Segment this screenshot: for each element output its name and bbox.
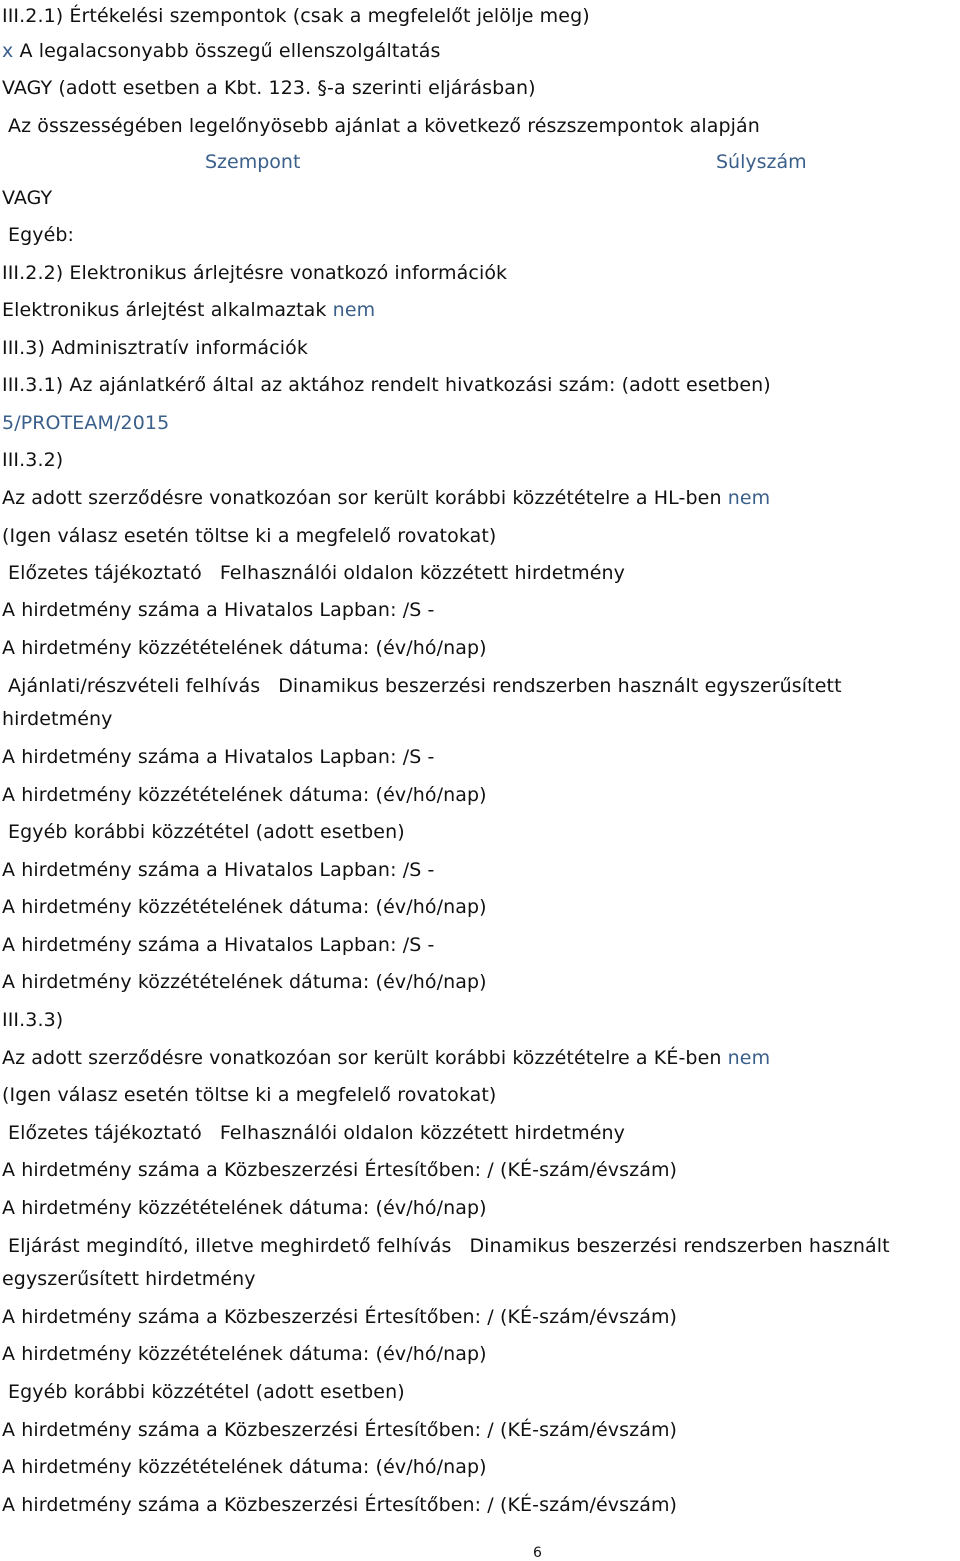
hl-question: Az adott szerződésre vonatkozóan sor került korábbi közzétételre a HL-ben: [2, 487, 722, 509]
hl-dps-option-cont: hirdetmény: [2, 708, 113, 730]
ke-notice-number: A hirdetmény száma a Közbeszerzési Értesítőben: / (KÉ-szám/évszám): [2, 1494, 678, 1516]
ke-call-options: [8, 1234, 890, 1258]
best-value-option: Az összességében legelőnyösebb ajánlat a következő részszempontok alapján: [8, 115, 760, 137]
page-number: 6: [533, 1545, 542, 1561]
ke-prior-info-option: Előzetes tájékoztató: [8, 1122, 202, 1144]
hl-prior-options: [8, 561, 625, 585]
ke-notice-date: A hirdetmény közzétételének dátuma: (év/hó/nap): [2, 1343, 487, 1365]
hl-call-option: Ajánlati/részvételi felhívás: [8, 675, 261, 697]
hl-prior-info-option: Előzetes tájékoztató: [8, 562, 202, 584]
section-3-2-1-title: III.2.1) Értékelési szempontok (csak a megfelelőt jelölje meg): [2, 5, 590, 27]
hl-notice-number: A hirdetmény száma a Hivatalos Lapban: /S -: [2, 599, 435, 621]
hl-call-options: [8, 674, 842, 698]
ke-dps-option-cont: egyszerűsített hirdetmény: [2, 1268, 256, 1290]
ke-notice-number: A hirdetmény száma a Közbeszerzési Értesítőben: / (KÉ-szám/évszám): [2, 1419, 678, 1441]
hl-notice-date: A hirdetmény közzétételének dátuma: (év/hó/nap): [2, 637, 487, 659]
ke-notice-date: A hirdetmény közzétételének dátuma: (év/hó/nap): [2, 1456, 487, 1478]
hl-notice-date: A hirdetmény közzétételének dátuma: (év/hó/nap): [2, 971, 487, 993]
e-auction-label: Elektronikus árlejtést alkalmaztak: [2, 299, 327, 321]
hl-notice-number: A hirdetmény száma a Hivatalos Lapban: /S -: [2, 934, 435, 956]
ke-prior-publication-line: [2, 1046, 770, 1070]
ke-buyer-profile-option: Felhasználói oldalon közzétett hirdetmény: [219, 1122, 625, 1144]
ke-prior-options: [8, 1121, 625, 1145]
lowest-price-label: A legalacsonyabb összegű ellenszolgáltatás: [19, 40, 441, 62]
ke-notice-number: A hirdetmény száma a Közbeszerzési Értesítőben: / (KÉ-szám/évszám): [2, 1306, 678, 1328]
other-label: Egyéb:: [8, 224, 75, 246]
ke-answer: nem: [727, 1047, 771, 1069]
e-auction-value: nem: [332, 299, 376, 321]
hl-notice-date: A hirdetmény közzétételének dátuma: (év/hó/nap): [2, 784, 487, 806]
hl-hint: (Igen válasz esetén töltse ki a megfelelő rovatokat): [2, 525, 497, 547]
section-3-2-2-title: III.2.2) Elektronikus árlejtésre vonatkozó információk: [2, 262, 508, 284]
hl-notice-date: A hirdetmény közzétételének dátuma: (év/hó/nap): [2, 896, 487, 918]
hl-notice-number: A hirdetmény száma a Hivatalos Lapban: /S -: [2, 746, 435, 768]
section-3-3-3-title: III.3.3): [2, 1009, 64, 1031]
or-label: VAGY: [2, 187, 53, 209]
hl-other-option: Egyéb korábbi közzététel (adott esetben): [8, 821, 405, 843]
ke-call-option: Eljárást megindító, illetve meghirdető felhívás: [8, 1235, 452, 1257]
weight-column-header: Súlyszám: [716, 151, 807, 173]
lowest-price-option: [2, 39, 440, 63]
e-auction-line: [2, 298, 375, 322]
section-3-3-title: III.3) Adminisztratív információk: [2, 337, 308, 359]
ke-question: Az adott szerződésre vonatkozóan sor került korábbi közzétételre a KÉ-ben: [2, 1047, 722, 1069]
ke-dps-option: Dinamikus beszerzési rendszerben használt: [469, 1235, 890, 1257]
ke-other-option: Egyéb korábbi közzététel (adott esetben): [8, 1381, 405, 1403]
selected-mark: x: [2, 40, 14, 62]
hl-answer: nem: [727, 487, 771, 509]
section-3-3-2-title: III.3.2): [2, 449, 64, 471]
ke-hint: (Igen válasz esetén töltse ki a megfelelő rovatokat): [2, 1084, 497, 1106]
or-kbt-line: VAGY (adott esetben a Kbt. 123. §-a szerinti eljárásban): [2, 77, 536, 99]
criterion-column-header: Szempont: [205, 151, 301, 173]
section-3-3-1-title: III.3.1) Az ajánlatkérő által az aktához rendelt hivatkozási szám: (adott esetben): [2, 374, 771, 396]
reference-number: 5/PROTEAM/2015: [2, 412, 170, 434]
hl-prior-publication-line: [2, 486, 770, 510]
ke-notice-date: A hirdetmény közzétételének dátuma: (év/hó/nap): [2, 1197, 487, 1219]
hl-buyer-profile-option: Felhasználói oldalon közzétett hirdetmény: [219, 562, 625, 584]
hl-dps-option: Dinamikus beszerzési rendszerben használt egyszerűsített: [278, 675, 842, 697]
ke-notice-number: A hirdetmény száma a Közbeszerzési Értesítőben: / (KÉ-szám/évszám): [2, 1159, 678, 1181]
hl-notice-number: A hirdetmény száma a Hivatalos Lapban: /S -: [2, 859, 435, 881]
